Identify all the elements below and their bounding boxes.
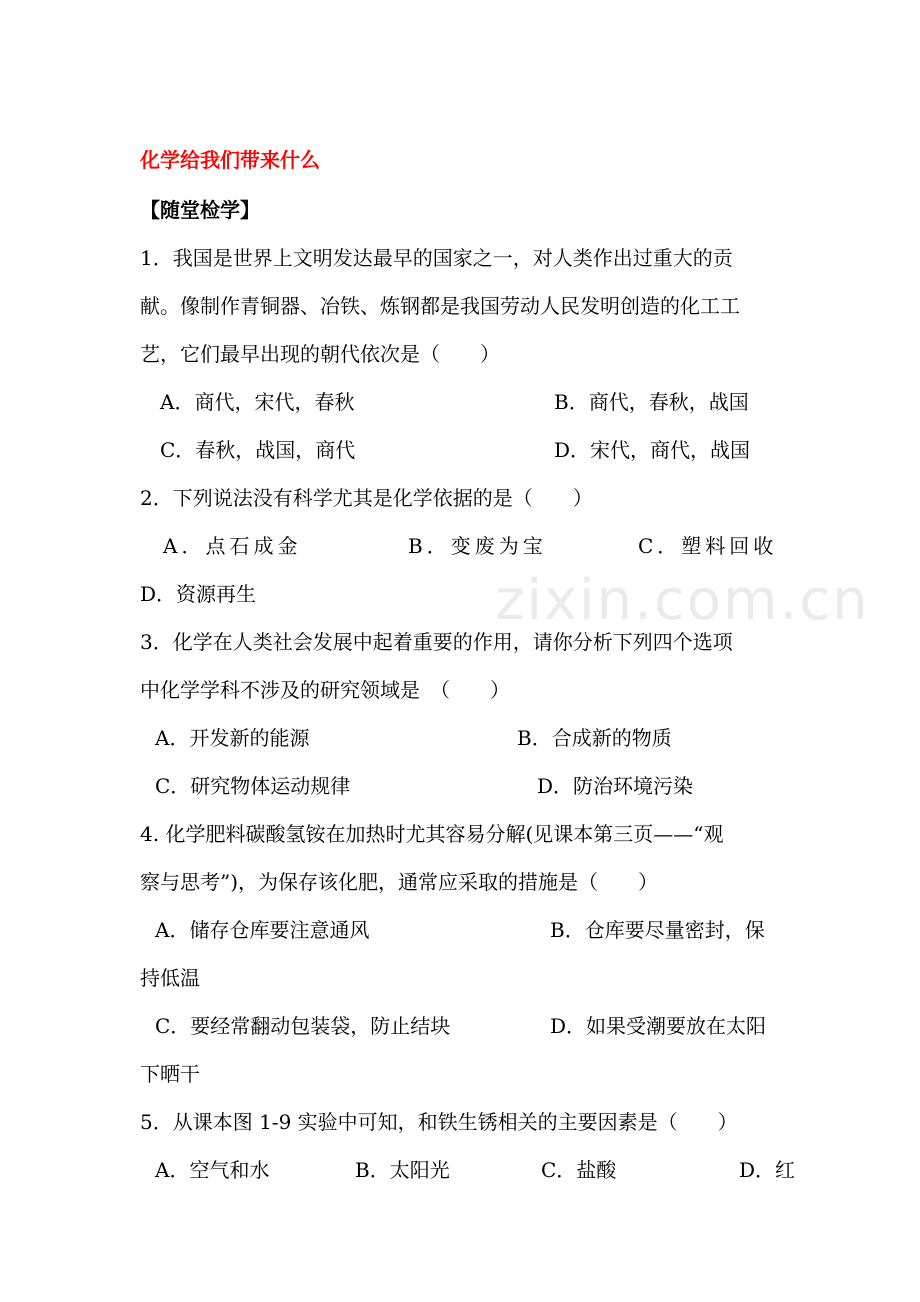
question-4-option-c: C．要经常翻动包装袋，防止结块 <box>155 1014 451 1038</box>
question-3-option-c: C．研究物体运动规律 <box>155 774 351 798</box>
section-heading: 【随堂检学】 <box>140 198 260 222</box>
page-title: 化学给我们带来什么 <box>140 148 320 172</box>
question-2-line-1: 2．下列说法没有科学尤其是化学依据的是（ ） <box>140 486 593 510</box>
question-1-line-1: 1．我国是世界上文明发达最早的国家之一，对人类作出过重大的贡 <box>140 246 733 270</box>
question-4-option-a: A．储存仓库要注意通风 <box>155 918 370 942</box>
question-3-option-b: B．合成新的物质 <box>517 726 672 750</box>
question-4-option-b-continued: 持低温 <box>140 966 200 990</box>
question-1-option-b: B．商代，春秋，战国 <box>554 390 749 414</box>
question-3-line-1: 3．化学在人类社会发展中起着重要的作用，请你分析下列四个选项 <box>140 630 733 654</box>
question-3-option-a: A．开发新的能源 <box>155 726 310 750</box>
question-5-option-d: D．红 <box>739 1158 796 1182</box>
question-5-line-1: 5．从课本图 1-9 实验中可知，和铁生锈相关的主要因素是（ ） <box>140 1110 738 1134</box>
question-1-option-a: A．商代，宋代，春秋 <box>160 390 355 414</box>
question-3-line-2: 中化学学科不涉及的研究领域是 （ ） <box>140 678 510 702</box>
question-1-line-3: 艺，它们最早出现的朝代依次是（ ） <box>140 342 500 366</box>
question-4-line-1: 4. 化学肥料碳酸氢铵在加热时尤其容易分解(见课本第三页——“观 <box>140 822 724 846</box>
question-1-option-c: C．春秋，战国，商代 <box>160 438 356 462</box>
question-3-option-d: D．防治环境污染 <box>537 774 694 798</box>
question-1-line-2: 献。像制作青铜器、冶铁、炼钢都是我国劳动人民发明创造的化工工 <box>140 294 740 318</box>
question-2-option-c: C．塑料回收 <box>638 534 778 558</box>
question-4-option-b: B．仓库要尽量密封，保 <box>550 918 765 942</box>
question-5-option-a: A．空气和水 <box>155 1158 270 1182</box>
question-1-option-d: D．宋代，商代，战国 <box>554 438 751 462</box>
question-5-option-b: B．太阳光 <box>355 1158 450 1182</box>
watermark: zixin.com.cn <box>495 568 870 633</box>
question-2-option-d: D．资源再生 <box>140 582 257 606</box>
question-2-option-a: A．点石成金 <box>163 534 302 558</box>
question-4-option-d-continued: 下晒干 <box>140 1062 200 1086</box>
question-2-option-b: B．变废为宝 <box>408 534 547 558</box>
question-5-option-c: C．盐酸 <box>541 1158 617 1182</box>
question-4-line-2: 察与思考”)，为保存该化肥，通常应采取的措施是（ ） <box>140 870 659 894</box>
question-4-option-d: D．如果受潮要放在太阳 <box>550 1014 767 1038</box>
